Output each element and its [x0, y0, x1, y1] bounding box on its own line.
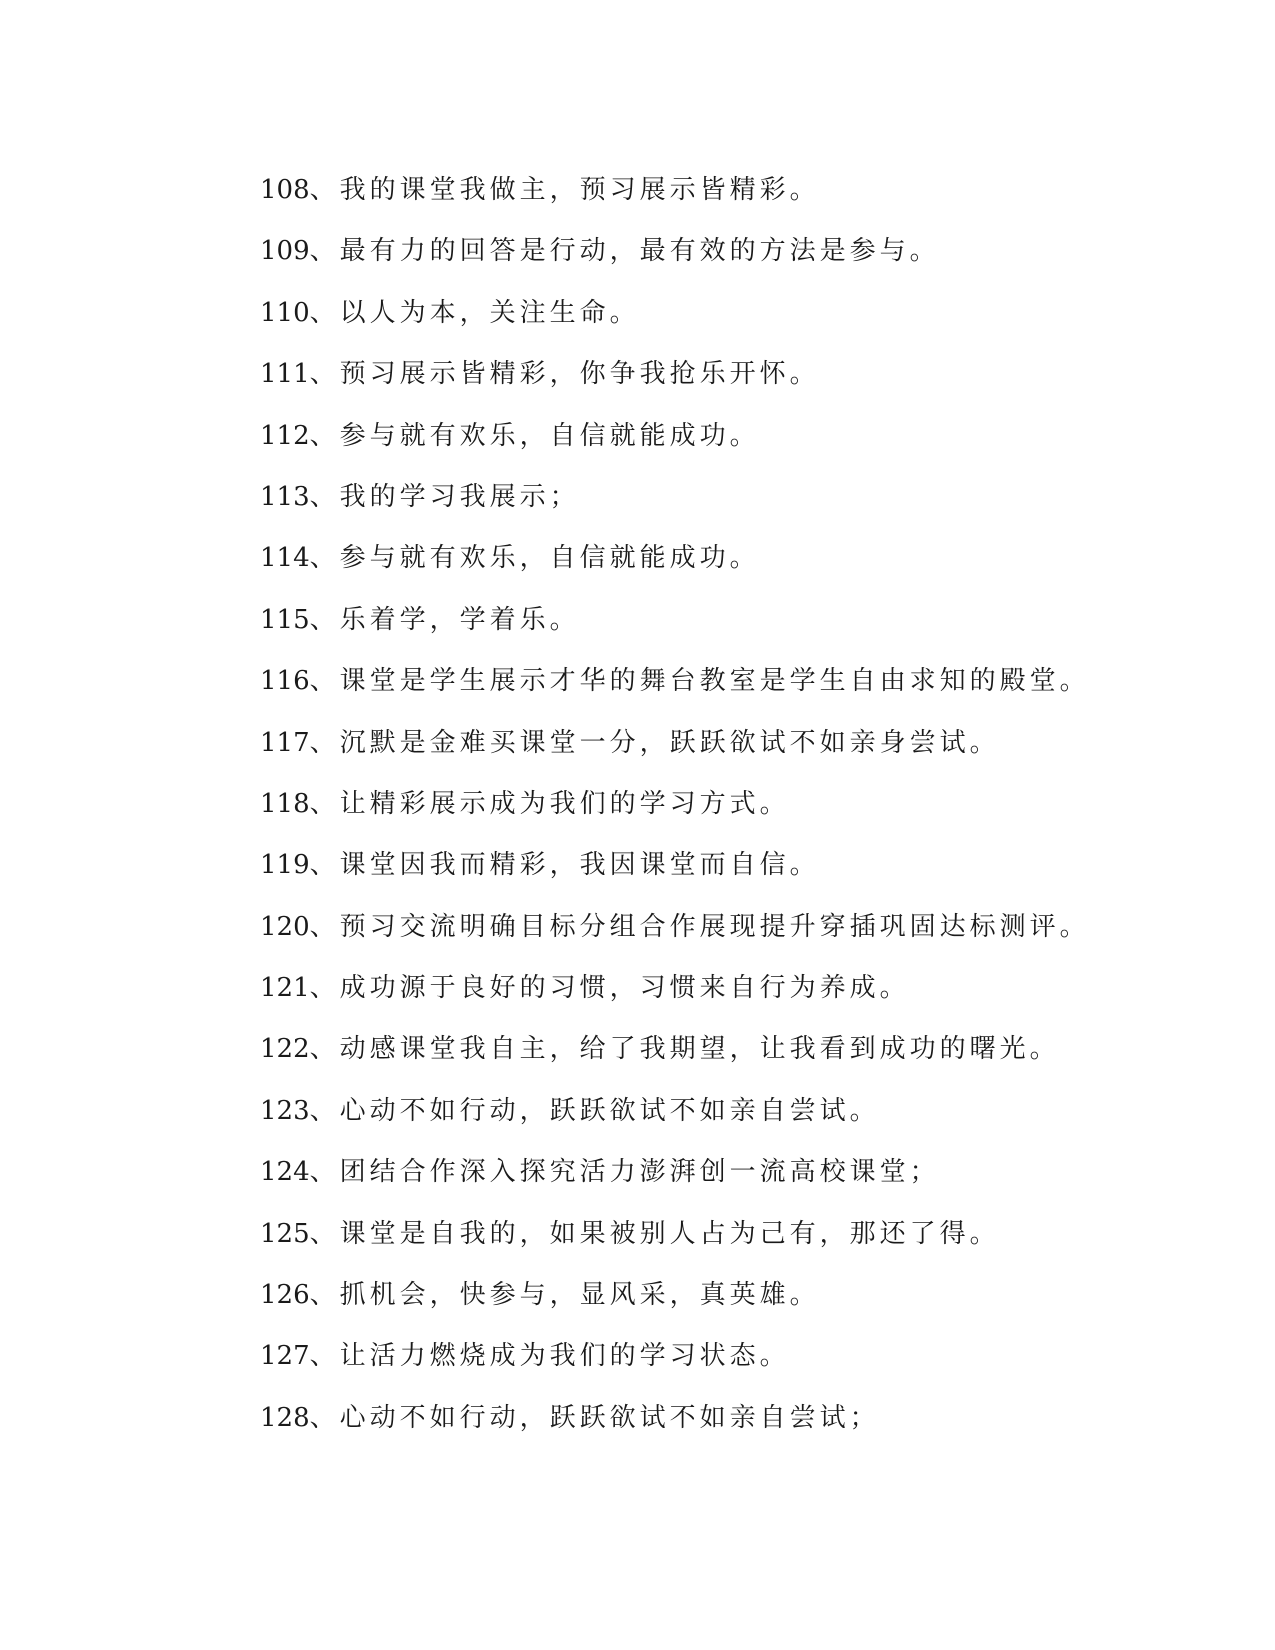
- list-item: [260, 713, 1160, 774]
- item-number: 108: [260, 175, 310, 205]
- list-item: [260, 406, 1160, 467]
- list-item: [260, 1081, 1160, 1142]
- list-item: [260, 221, 1160, 282]
- slogan-list: [260, 160, 1160, 1449]
- item-text: 参与就有欢乐，自信就能成功。: [339, 543, 760, 574]
- list-item: [260, 283, 1160, 344]
- item-separator: 、: [309, 788, 340, 819]
- item-text: 课堂是学生展示才华的舞台教室是学生自由求知的殿堂。: [339, 666, 1090, 697]
- list-item: [260, 590, 1160, 651]
- item-separator: 、: [309, 1280, 340, 1311]
- item-text: 抓机会，快参与，显风采，真英雄。: [339, 1280, 820, 1311]
- item-number: 128: [260, 1402, 310, 1433]
- list-item: [260, 344, 1160, 405]
- item-number: 126: [260, 1280, 310, 1311]
- item-separator: 、: [309, 1218, 340, 1249]
- item-separator: 、: [309, 727, 340, 758]
- item-separator: 、: [309, 1402, 340, 1433]
- item-number: 114: [260, 543, 310, 574]
- item-separator: 、: [309, 420, 340, 451]
- item-number: 123: [260, 1095, 310, 1126]
- list-item: [260, 1019, 1160, 1080]
- item-number: 125: [260, 1218, 310, 1249]
- item-separator: 、: [309, 666, 340, 697]
- item-text: 动感课堂我自主，给了我期望，让我看到成功的曙光。: [339, 1034, 1060, 1065]
- item-text: 让精彩展示成为我们的学习方式。: [339, 788, 790, 819]
- item-separator: 、: [309, 604, 340, 635]
- list-item: [260, 467, 1160, 528]
- item-text: 乐着学，学着乐。: [339, 604, 580, 635]
- list-item: [260, 651, 1160, 712]
- list-item: [260, 1142, 1160, 1203]
- item-separator: 、: [309, 297, 340, 328]
- item-separator: 、: [309, 481, 340, 512]
- item-number: 121: [260, 973, 310, 1004]
- item-separator: 、: [309, 175, 340, 205]
- list-item: [260, 774, 1160, 835]
- list-item: [260, 528, 1160, 589]
- item-separator: 、: [309, 236, 340, 267]
- item-number: 115: [260, 604, 310, 635]
- item-separator: 、: [309, 973, 340, 1004]
- item-separator: 、: [309, 1157, 340, 1188]
- list-item: [260, 958, 1160, 1019]
- item-separator: 、: [309, 850, 340, 881]
- item-number: 127: [260, 1341, 310, 1372]
- item-number: 110: [260, 297, 310, 328]
- list-item: [260, 1265, 1160, 1326]
- list-item: [260, 897, 1160, 958]
- item-text: 沉默是金难买课堂一分，跃跃欲试不如亲身尝试。: [339, 727, 1000, 758]
- list-item: [260, 1388, 1160, 1449]
- item-number: 117: [260, 727, 310, 758]
- item-text: 课堂是自我的，如果被别人占为己有，那还了得。: [339, 1218, 1000, 1249]
- item-text: 以人为本，关注生命。: [339, 297, 640, 328]
- item-separator: 、: [309, 911, 340, 942]
- item-number: 122: [260, 1034, 310, 1065]
- item-separator: 、: [309, 543, 340, 574]
- item-number: 120: [260, 911, 310, 942]
- item-number: 112: [260, 420, 310, 451]
- item-number: 119: [260, 850, 310, 881]
- item-number: 118: [260, 788, 310, 819]
- item-text: 课堂因我而精彩，我因课堂而自信。: [339, 850, 820, 881]
- list-item: [260, 835, 1160, 896]
- item-text: 参与就有欢乐，自信就能成功。: [339, 420, 760, 451]
- list-item: [260, 160, 1160, 221]
- item-text: 最有力的回答是行动，最有效的方法是参与。: [339, 236, 940, 267]
- item-text: 团结合作深入探究活力澎湃创一流高校课堂；: [339, 1157, 940, 1188]
- item-separator: 、: [309, 1095, 340, 1126]
- item-number: 113: [260, 481, 310, 512]
- list-item: [260, 1204, 1160, 1265]
- item-text: 成功源于良好的习惯，习惯来自行为养成。: [339, 973, 910, 1004]
- item-separator: 、: [309, 359, 340, 390]
- list-item: [260, 1326, 1160, 1387]
- item-text: 让活力燃烧成为我们的学习状态。: [339, 1341, 790, 1372]
- item-text: 心动不如行动，跃跃欲试不如亲自尝试。: [339, 1095, 880, 1126]
- item-number: 109: [260, 236, 310, 267]
- item-separator: 、: [309, 1341, 340, 1372]
- item-number: 124: [260, 1157, 310, 1188]
- item-text: 心动不如行动，跃跃欲试不如亲自尝试；: [339, 1402, 880, 1433]
- item-text: 我的课堂我做主，预习展示皆精彩。: [339, 175, 820, 205]
- item-separator: 、: [309, 1034, 340, 1065]
- item-text: 预习交流明确目标分组合作展现提升穿插巩固达标测评。: [339, 911, 1090, 942]
- item-text: 我的学习我展示；: [339, 481, 580, 512]
- item-text: 预习展示皆精彩，你争我抢乐开怀。: [339, 359, 820, 390]
- item-number: 111: [260, 359, 310, 390]
- item-number: 116: [260, 666, 310, 697]
